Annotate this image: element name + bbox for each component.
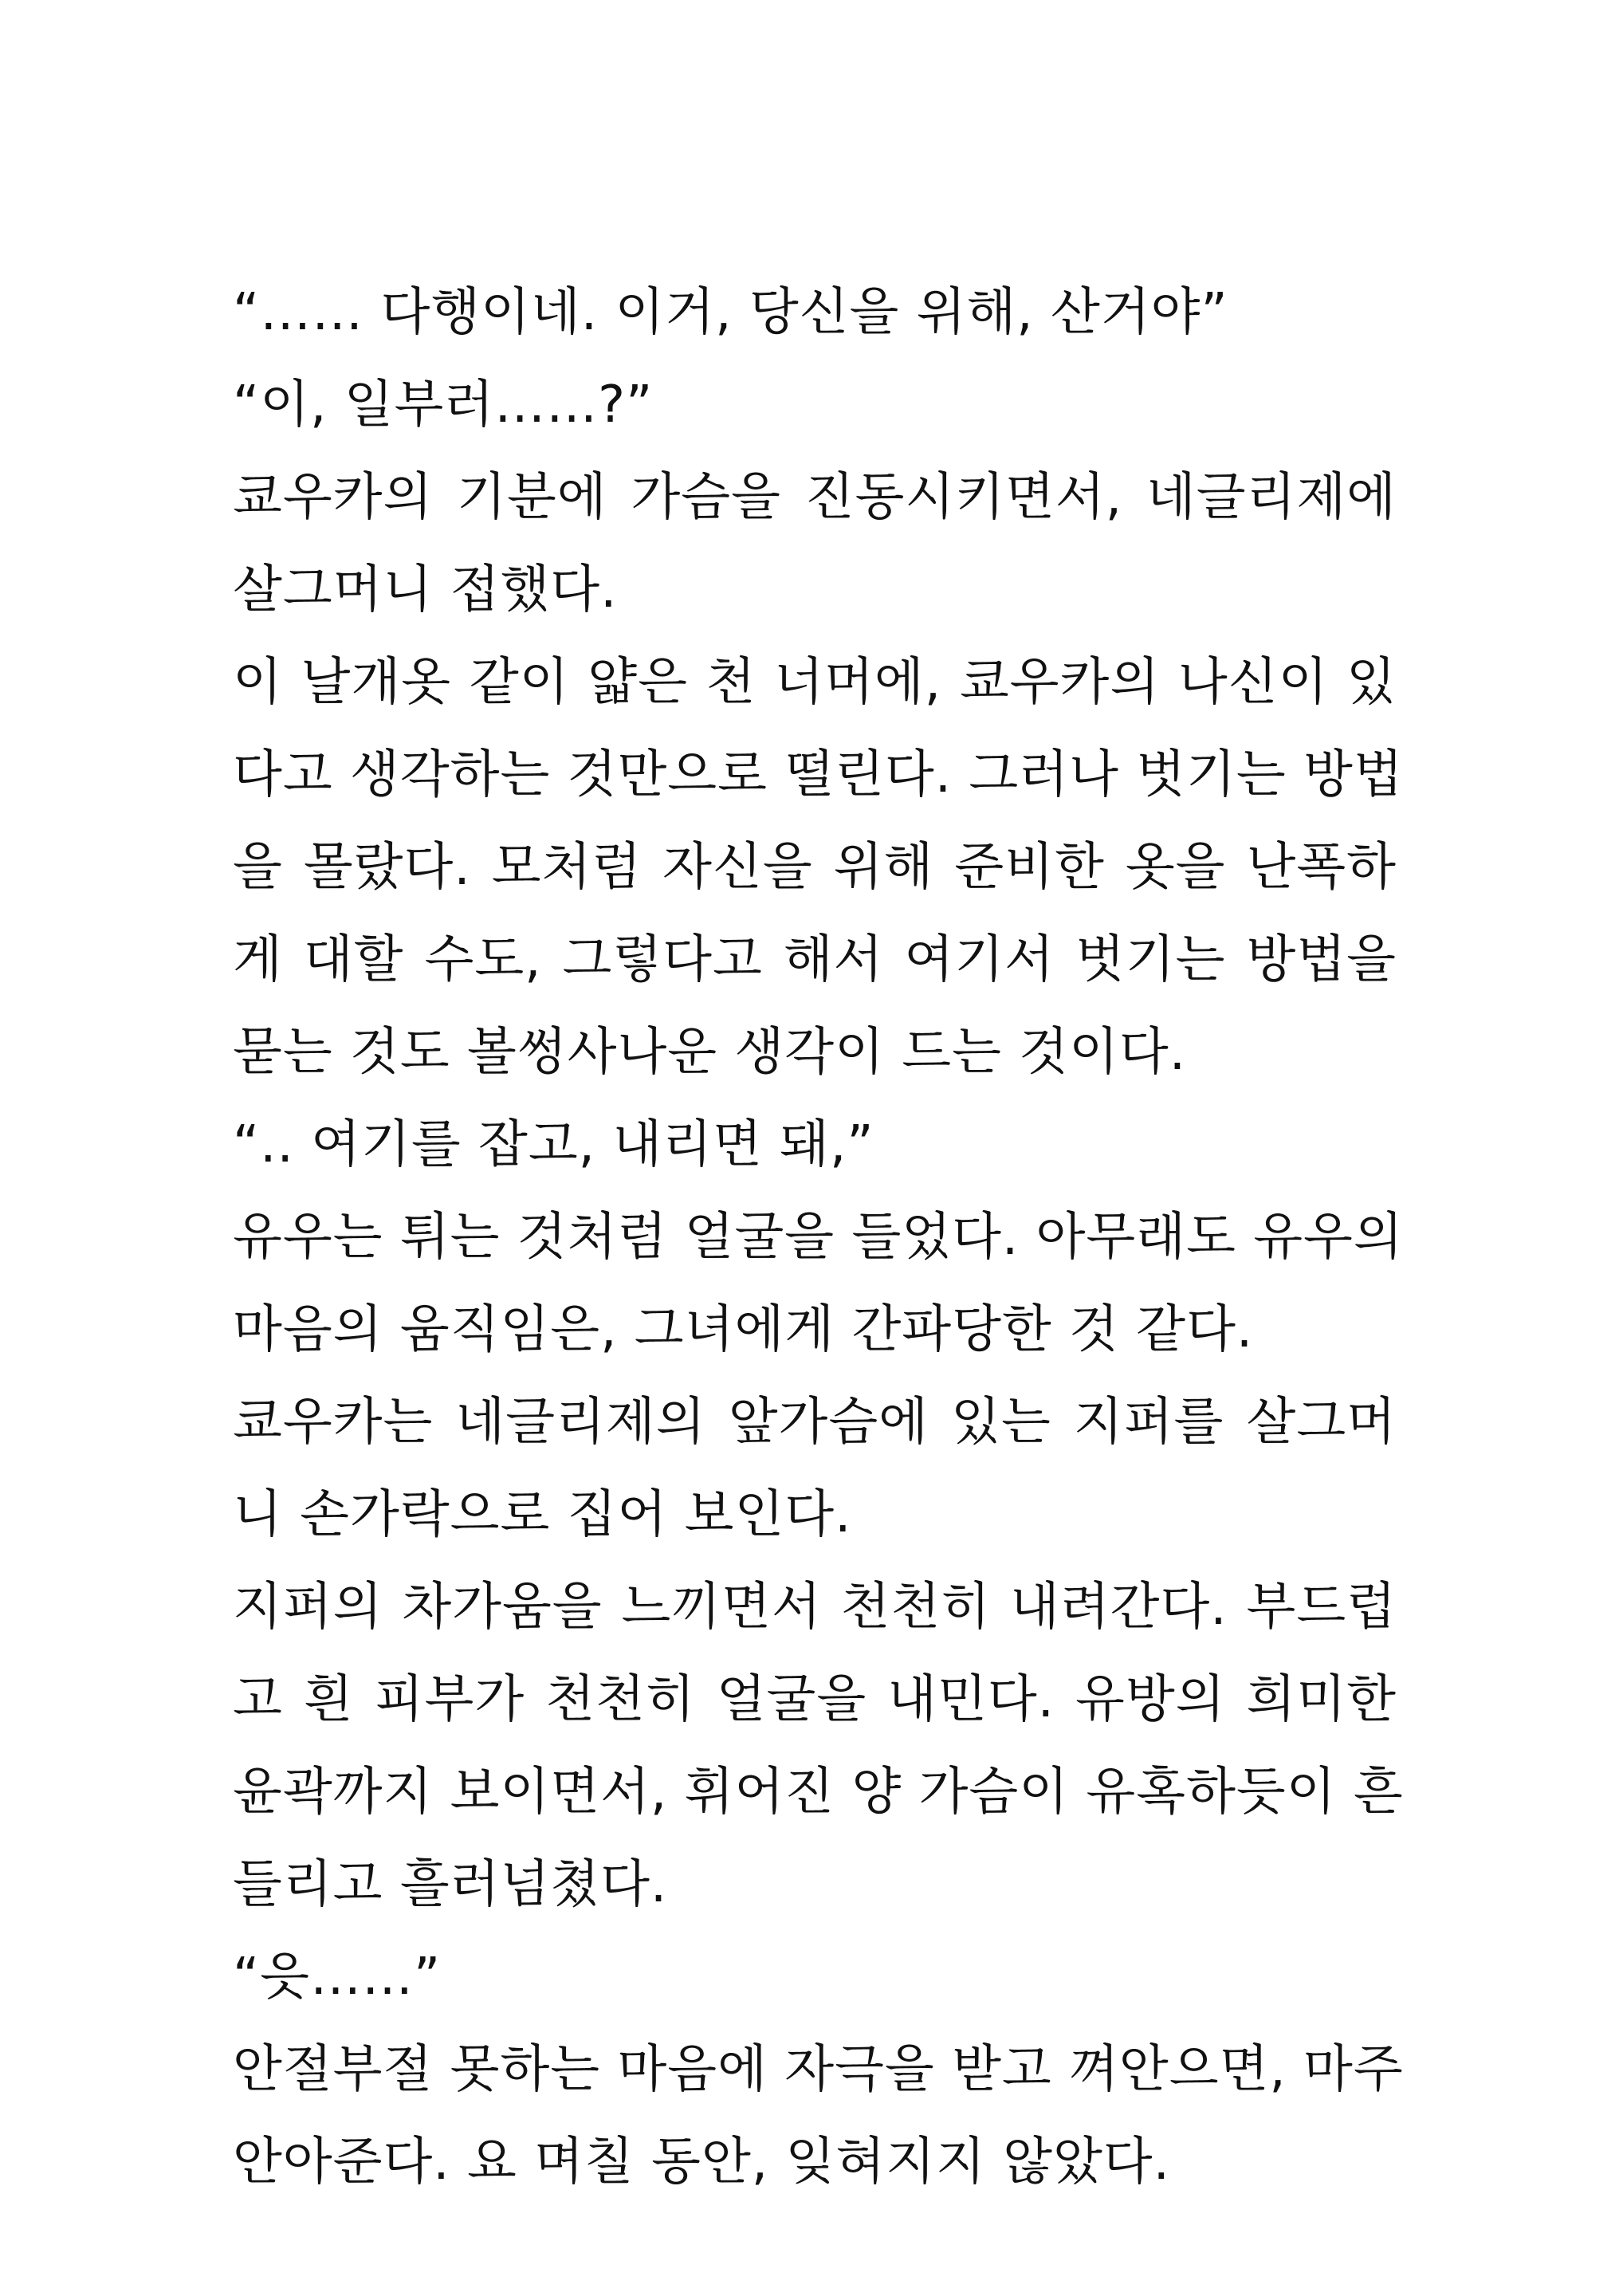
- text-line: “읏……”: [233, 1948, 442, 2007]
- text-line: 안아준다. 요 며칠 동안, 잊혀지지 않았다.: [233, 2133, 1170, 2192]
- text-line: 들리고 흘러넘쳤다.: [233, 1855, 668, 1914]
- text-line: “…… 다행이네. 이거, 당신을 위해, 산거야”: [233, 283, 1228, 342]
- text-line: “.. 여기를 잡고, 내리면 돼,”: [233, 1115, 874, 1174]
- text-line: 지퍼의 차가움을 느끼면서 천천히 내려간다. 부드럽: [233, 1578, 1397, 1637]
- text-line: 니 손가락으로 집어 보인다.: [233, 1485, 852, 1544]
- text-line: “이, 일부러……?”: [233, 375, 654, 434]
- text-line: 유우는 튀는 것처럼 얼굴을 들었다. 아무래도 유우의: [233, 1208, 1404, 1267]
- text-line: 을 몰랐다. 모처럼 자신을 위해 준비한 옷을 난폭하: [233, 838, 1397, 897]
- text-line: 살그머니 접했다.: [233, 560, 618, 619]
- text-line: 쿄우카는 네글리제의 앞가슴에 있는 지퍼를 살그머: [233, 1393, 1397, 1452]
- text-line: 안절부절 못하는 마음에 자극을 받고 껴안으면, 마주: [233, 2040, 1404, 2099]
- text-line: 고 흰 피부가 천천히 얼굴을 내민다. 유방의 희미한: [233, 1670, 1397, 1729]
- body-text: [233, 266, 1404, 2208]
- text-line: 마음의 움직임은, 그녀에게 간파당한 것 같다.: [233, 1300, 1254, 1359]
- text-line: 이 날개옷 같이 얇은 천 너머에, 쿄우카의 나신이 있: [233, 653, 1397, 712]
- text-line: 게 대할 수도, 그렇다고 해서 여기서 벗기는 방법을: [233, 930, 1397, 989]
- text-line: 다고 생각하는 것만으로 떨린다. 그러나 벗기는 방법: [233, 745, 1404, 804]
- text-line: 윤곽까지 보이면서, 휘어진 양 가슴이 유혹하듯이 흔: [233, 1763, 1404, 1822]
- text-line: 쿄우카의 기분에 가슴을 진동시키면서, 네글리제에: [233, 468, 1397, 527]
- text-line: 묻는 것도 볼썽사나운 생각이 드는 것이다.: [233, 1023, 1187, 1082]
